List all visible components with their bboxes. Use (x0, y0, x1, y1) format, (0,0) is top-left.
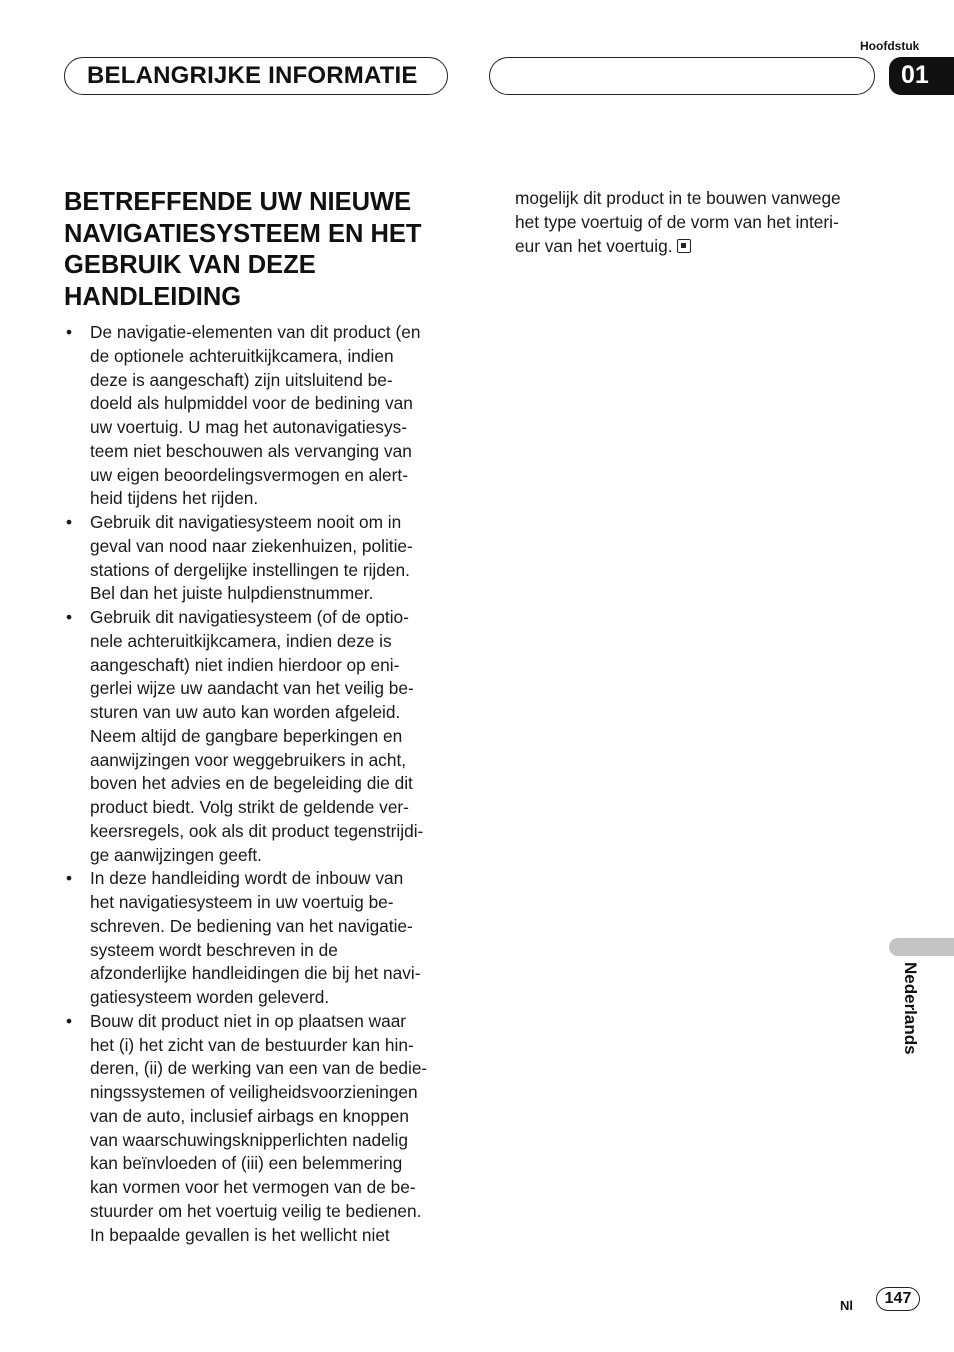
chapter-label: Hoofdstuk (860, 39, 920, 53)
chapter-badge (889, 57, 954, 95)
continuation-line-last (515, 235, 885, 259)
continuation-line: mogelijk dit product in te bouwen vanwege (515, 188, 841, 208)
bullet-line: Bel dan het juiste hulpdienstnummer. (90, 583, 374, 604)
bullet-line: schreven. De bediening van het navigatie- (90, 915, 413, 936)
bullet-dot-icon: • (66, 868, 73, 889)
header-empty-pill (489, 57, 875, 95)
bullet-line: keersregels, ook als dit product tegenstrijdi- (90, 820, 424, 841)
heading-line: NAVIGATIESYSTEEM EN HET (64, 219, 422, 248)
bullet-line: systeem wordt beschreven in de (90, 939, 338, 960)
bullet-line: Gebruik dit navigatiesysteem (of de optio- (90, 607, 409, 627)
bullet-line: deze is aangeschaft) zijn uitsluitend be- (90, 369, 393, 390)
bullet-line: deren, (ii) de werking van een van de bedie- (90, 1058, 428, 1079)
bullet-line: kan vormen voor het vermogen van de be- (90, 1177, 416, 1197)
bullet-dot-icon: • (66, 512, 73, 532)
bullet-line: In bepaalde gevallen is het wellicht niet (90, 1224, 390, 1245)
bullet-line: doeld als hulpmiddel voor de bedining van (90, 393, 413, 414)
bullet-line: van waarschuwingsknipperlichten nadelig (90, 1129, 408, 1150)
bullet-line: uw voertuig. U mag het autonavigatiesys- (90, 417, 407, 437)
bullet-dot-icon: • (66, 322, 73, 342)
bullet-dot-icon: • (66, 1010, 73, 1031)
bullet-line: sturen van uw auto kan worden afgeleid. (90, 702, 401, 722)
continuation-line: het type voertuig of de vorm van het interi- (515, 211, 839, 232)
section-header (64, 57, 448, 95)
bullet-line: Gebruik dit navigatiesysteem nooit om in (90, 512, 402, 532)
bullet-item (64, 606, 459, 867)
heading-line: BETREFFENDE UW NIEUWE (64, 188, 412, 216)
bullet-item (64, 867, 459, 1010)
bullet-item (64, 321, 459, 511)
bullet-line: stuurder om het voertuig veilig te bedienen. (90, 1200, 422, 1221)
footer-lang-code: Nl (840, 1298, 853, 1313)
bullet-line: heid tijdens het rijden. (90, 488, 259, 509)
page-number: 147 (876, 1287, 920, 1311)
bullet-line: ge aanwijzingen geeft. (90, 844, 262, 865)
bullet-line: gerlei wijze uw aandacht van het veilig be- (90, 678, 414, 699)
bullet-line: Bouw dit product niet in op plaatsen waar (90, 1010, 407, 1031)
bullet-list (64, 321, 459, 1247)
bullet-line: uw eigen beoordelingsvermogen en alert- (90, 464, 408, 485)
bullet-line: product biedt. Volg strikt de geldende ver- (90, 797, 409, 817)
bullet-line: kan beïnvloeden of (iii) een belemmering (90, 1153, 403, 1174)
end-of-section-icon (677, 239, 691, 253)
language-tab (889, 938, 954, 956)
continuation-text: eur van het voertuig. (515, 235, 673, 256)
bullet-line: de optionele achteruitkijkcamera, indien (90, 345, 394, 366)
heading-line: GEBRUIK VAN DEZE (64, 251, 316, 279)
page-heading (64, 187, 464, 313)
language-label: Nederlands (901, 962, 920, 1055)
bullet-item (64, 1010, 459, 1248)
bullet-dot-icon: • (66, 607, 73, 627)
chapter-number: 01 (901, 61, 929, 89)
bullet-line: aangeschaft) niet indien hierdoor op eni- (90, 654, 400, 675)
bullet-line: geval van nood naar ziekenhuizen, politie- (90, 535, 413, 556)
bullet-line: nele achteruitkijkcamera, indien deze is (90, 630, 392, 651)
bullet-line: Neem altijd de gangbare beperkingen en (90, 725, 403, 746)
bullet-line: afzonderlijke handleidingen die bij het navi- (90, 963, 421, 984)
bullet-line: aanwijzingen voor weggebruikers in acht, (90, 749, 407, 770)
bullet-line: ningssystemen of veiligheidsvoorzieningen (90, 1082, 418, 1102)
bullet-line: het navigatiesysteem in uw voertuig be- (90, 892, 394, 912)
section-title: BELANGRIJKE INFORMATIE (87, 62, 418, 89)
bullet-line: In deze handleiding wordt de inbouw van (90, 868, 404, 889)
bullet-line: gatiesysteem worden geleverd. (90, 987, 330, 1007)
left-column (64, 321, 459, 1247)
bullet-line: stations of dergelijke instellingen te rijden. (90, 559, 410, 580)
bullet-line: teem niet beschouwen als vervanging van (90, 440, 412, 461)
heading-line: HANDLEIDING (64, 282, 242, 311)
bullet-item (64, 511, 459, 606)
bullet-line: van de auto, inclusief airbags en knoppen (90, 1105, 409, 1126)
right-column (515, 187, 885, 258)
bullet-line: boven het advies en de begeleiding die dit (90, 773, 413, 794)
bullet-line: het (i) het zicht van de bestuurder kan hin- (90, 1034, 414, 1055)
bullet-line: De navigatie-elementen van dit product (en (90, 322, 421, 342)
